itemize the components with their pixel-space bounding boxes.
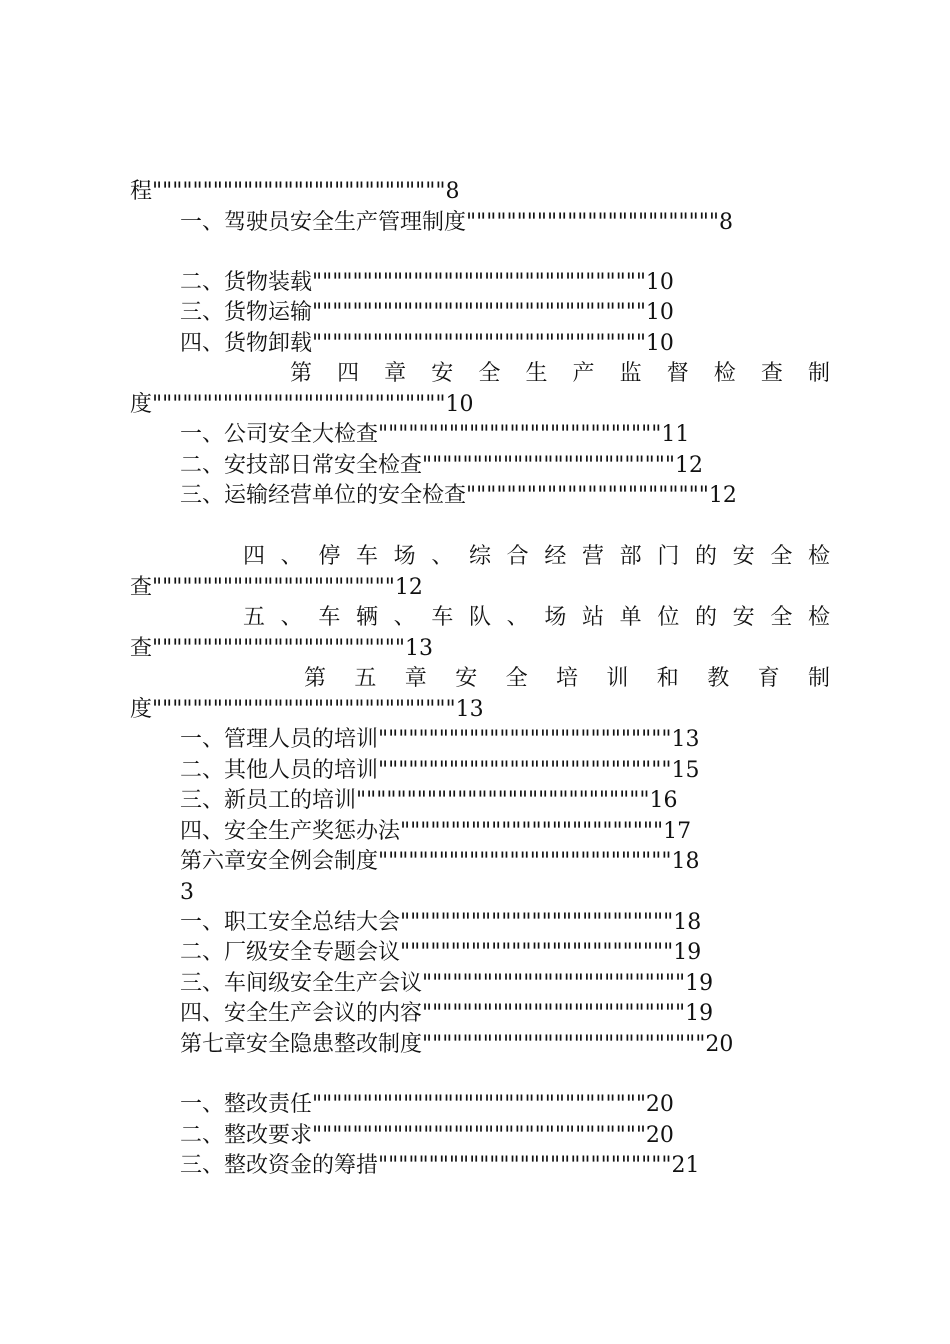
- toc-entry: 一、职工安全总结大会"""""""""""""""""""""""""""18: [180, 910, 702, 935]
- toc-entry: 四、安全生产会议的内容""""""""""""""""""""""""""19: [180, 1001, 714, 1026]
- toc-entry: 三、整改资金的筹措"""""""""""""""""""""""""""""21: [180, 1153, 700, 1178]
- toc-entry: 二、整改要求"""""""""""""""""""""""""""""""""20: [180, 1123, 674, 1148]
- toc-entry: 度"""""""""""""""""""""""""""""10: [130, 392, 474, 417]
- toc-entry-heading: 四 、 停 车 场 、 综 合 经 营 部 门 的 安 全 检: [243, 544, 830, 569]
- toc-entry: 三、新员工的培训"""""""""""""""""""""""""""""16: [180, 788, 678, 813]
- toc-entry: 第六章安全例会制度"""""""""""""""""""""""""""""18: [180, 849, 700, 874]
- toc-entry: 三、车间级安全生产会议""""""""""""""""""""""""""19: [180, 971, 714, 996]
- toc-entry: 程"""""""""""""""""""""""""""""8: [130, 179, 460, 204]
- toc-entry: 三、货物运输"""""""""""""""""""""""""""""""""10: [180, 300, 674, 325]
- toc-entry: 一、驾驶员安全生产管理制度"""""""""""""""""""""""""8: [180, 210, 733, 235]
- toc-entry: 查""""""""""""""""""""""""12: [130, 575, 423, 600]
- toc-entry: 第七章安全隐患整改制度""""""""""""""""""""""""""""20: [180, 1032, 734, 1057]
- toc-entry: 二、安技部日常安全检查"""""""""""""""""""""""""12: [180, 453, 703, 478]
- toc-entry: 四、安全生产奖惩办法""""""""""""""""""""""""""17: [180, 819, 692, 844]
- toc-entry: 查"""""""""""""""""""""""""13: [130, 636, 433, 661]
- toc-entry: 度""""""""""""""""""""""""""""""13: [130, 697, 484, 722]
- toc-entry: 二、货物装载"""""""""""""""""""""""""""""""""10: [180, 270, 674, 295]
- toc-entry: 一、整改责任"""""""""""""""""""""""""""""""""20: [180, 1092, 674, 1117]
- page-number: 3: [180, 880, 194, 905]
- toc-chapter-heading: 第 五 章 安 全 培 训 和 教 育 制: [304, 666, 830, 691]
- toc-entry: 一、管理人员的培训"""""""""""""""""""""""""""""13: [180, 727, 700, 752]
- toc-entry-heading: 五 、 车 辆 、 车 队 、 场 站 单 位 的 安 全 检: [243, 605, 830, 630]
- toc-entry: 四、货物卸载"""""""""""""""""""""""""""""""""10: [180, 331, 674, 356]
- toc-chapter-heading: 第 四 章 安 全 生 产 监 督 检 查 制: [290, 361, 830, 386]
- toc-entry: 三、运输经营单位的安全检查""""""""""""""""""""""""12: [180, 483, 737, 508]
- toc-entry: 二、厂级安全专题会议"""""""""""""""""""""""""""19: [180, 940, 702, 965]
- toc-entry: 二、其他人员的培训"""""""""""""""""""""""""""""15: [180, 758, 700, 783]
- toc-entry: 一、公司安全大检查""""""""""""""""""""""""""""11: [180, 422, 690, 447]
